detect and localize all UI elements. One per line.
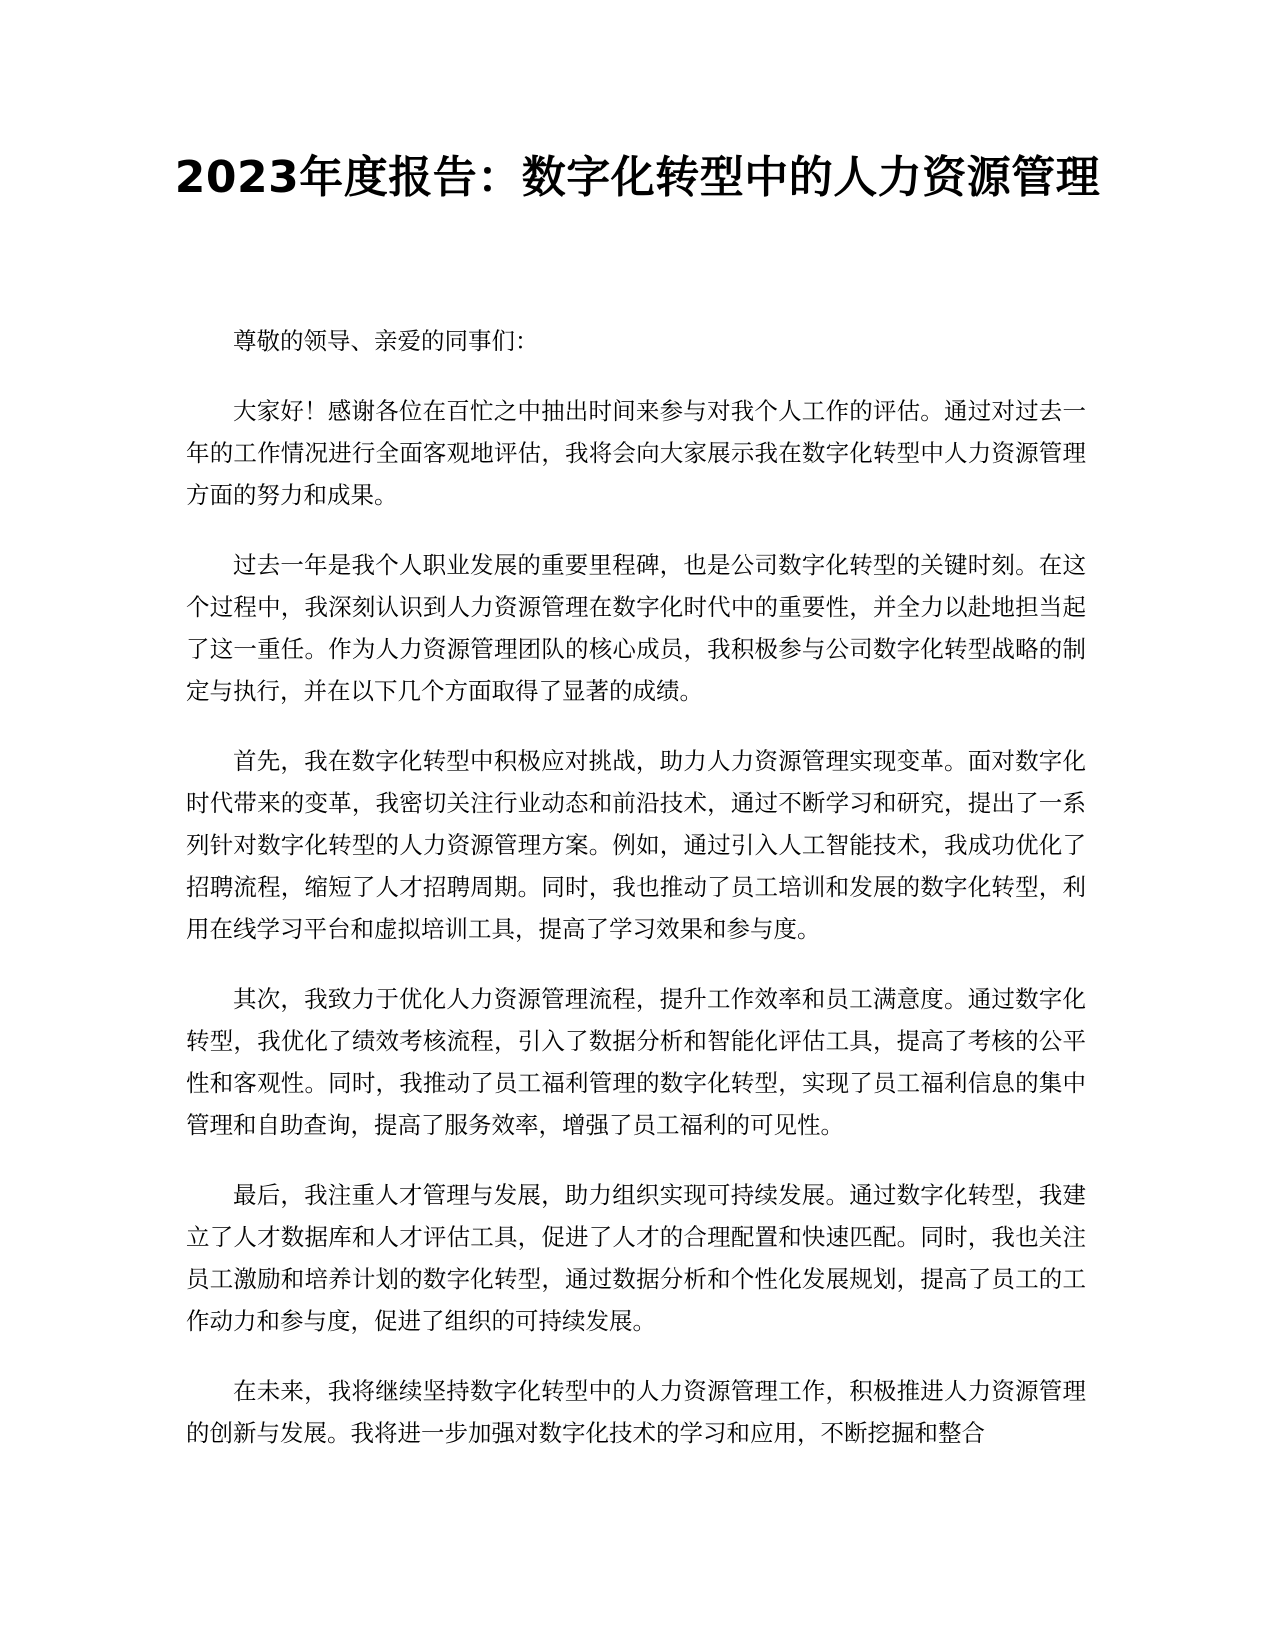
body-paragraph: 首先，我在数字化转型中积极应对挑战，助力人力资源管理实现变革。面对数字化时代带来的变革，我密切关注行业动态和前沿技术，通过不断学习和研究，提出了一系列针对数字化转型的人力资源管理方案。例如，通过引入人工智能技术，我成功优化了招聘流程，缩短了人才招聘周期。同时，我也推动了员工培训和发展的数字化转型，利用在线学习平台和虚拟培训工具，提高了学习效果和参与度。 [186, 747, 1086, 943]
document-title: 2023年度报告：数字化转型中的人力资源管理 [174, 152, 1101, 203]
body-paragraph: 过去一年是我个人职业发展的重要里程碑，也是公司数字化转型的关键时刻。在这个过程中，我深刻认识到人力资源管理在数字化时代中的重要性，并全力以赴地担当起了这一重任。作为人力资源管理团队的核心成员，我积极参与公司数字化转型战略的制定与执行，并在以下几个方面取得了显著的成绩。 [186, 551, 1086, 705]
body-paragraph: 大家好！感谢各位在百忙之中抽出时间来参与对我个人工作的评估。通过对过去一年的工作情况进行全面客观地评估，我将会向大家展示我在数字化转型中人力资源管理方面的努力和成果。 [186, 397, 1086, 509]
body-paragraph: 在未来，我将继续坚持数字化转型中的人力资源管理工作，积极推进人力资源管理的创新与发展。我将进一步加强对数字化技术的学习和应用，不断挖掘和整合 [186, 1377, 1086, 1447]
body-paragraph: 其次，我致力于优化人力资源管理流程，提升工作效率和员工满意度。通过数字化转型，我优化了绩效考核流程，引入了数据分析和智能化评估工具，提高了考核的公平性和客观性。同时，我推动了员工福利管理的数字化转型，实现了员工福利信息的集中管理和自助查询，提高了服务效率，增强了员工福利的可见性。 [186, 985, 1086, 1139]
body-paragraph: 最后，我注重人才管理与发展，助力组织实现可持续发展。通过数字化转型，我建立了人才数据库和人才评估工具，促进了人才的合理配置和快速匹配。同时，我也关注员工激励和培养计划的数字化转型，通过数据分析和个性化发展规划，提高了员工的工作动力和参与度，促进了组织的可持续发展。 [186, 1181, 1086, 1335]
salutation-paragraph: 尊敬的领导、亲爱的同事们： [233, 327, 539, 355]
document-body [186, 320, 1086, 1482]
